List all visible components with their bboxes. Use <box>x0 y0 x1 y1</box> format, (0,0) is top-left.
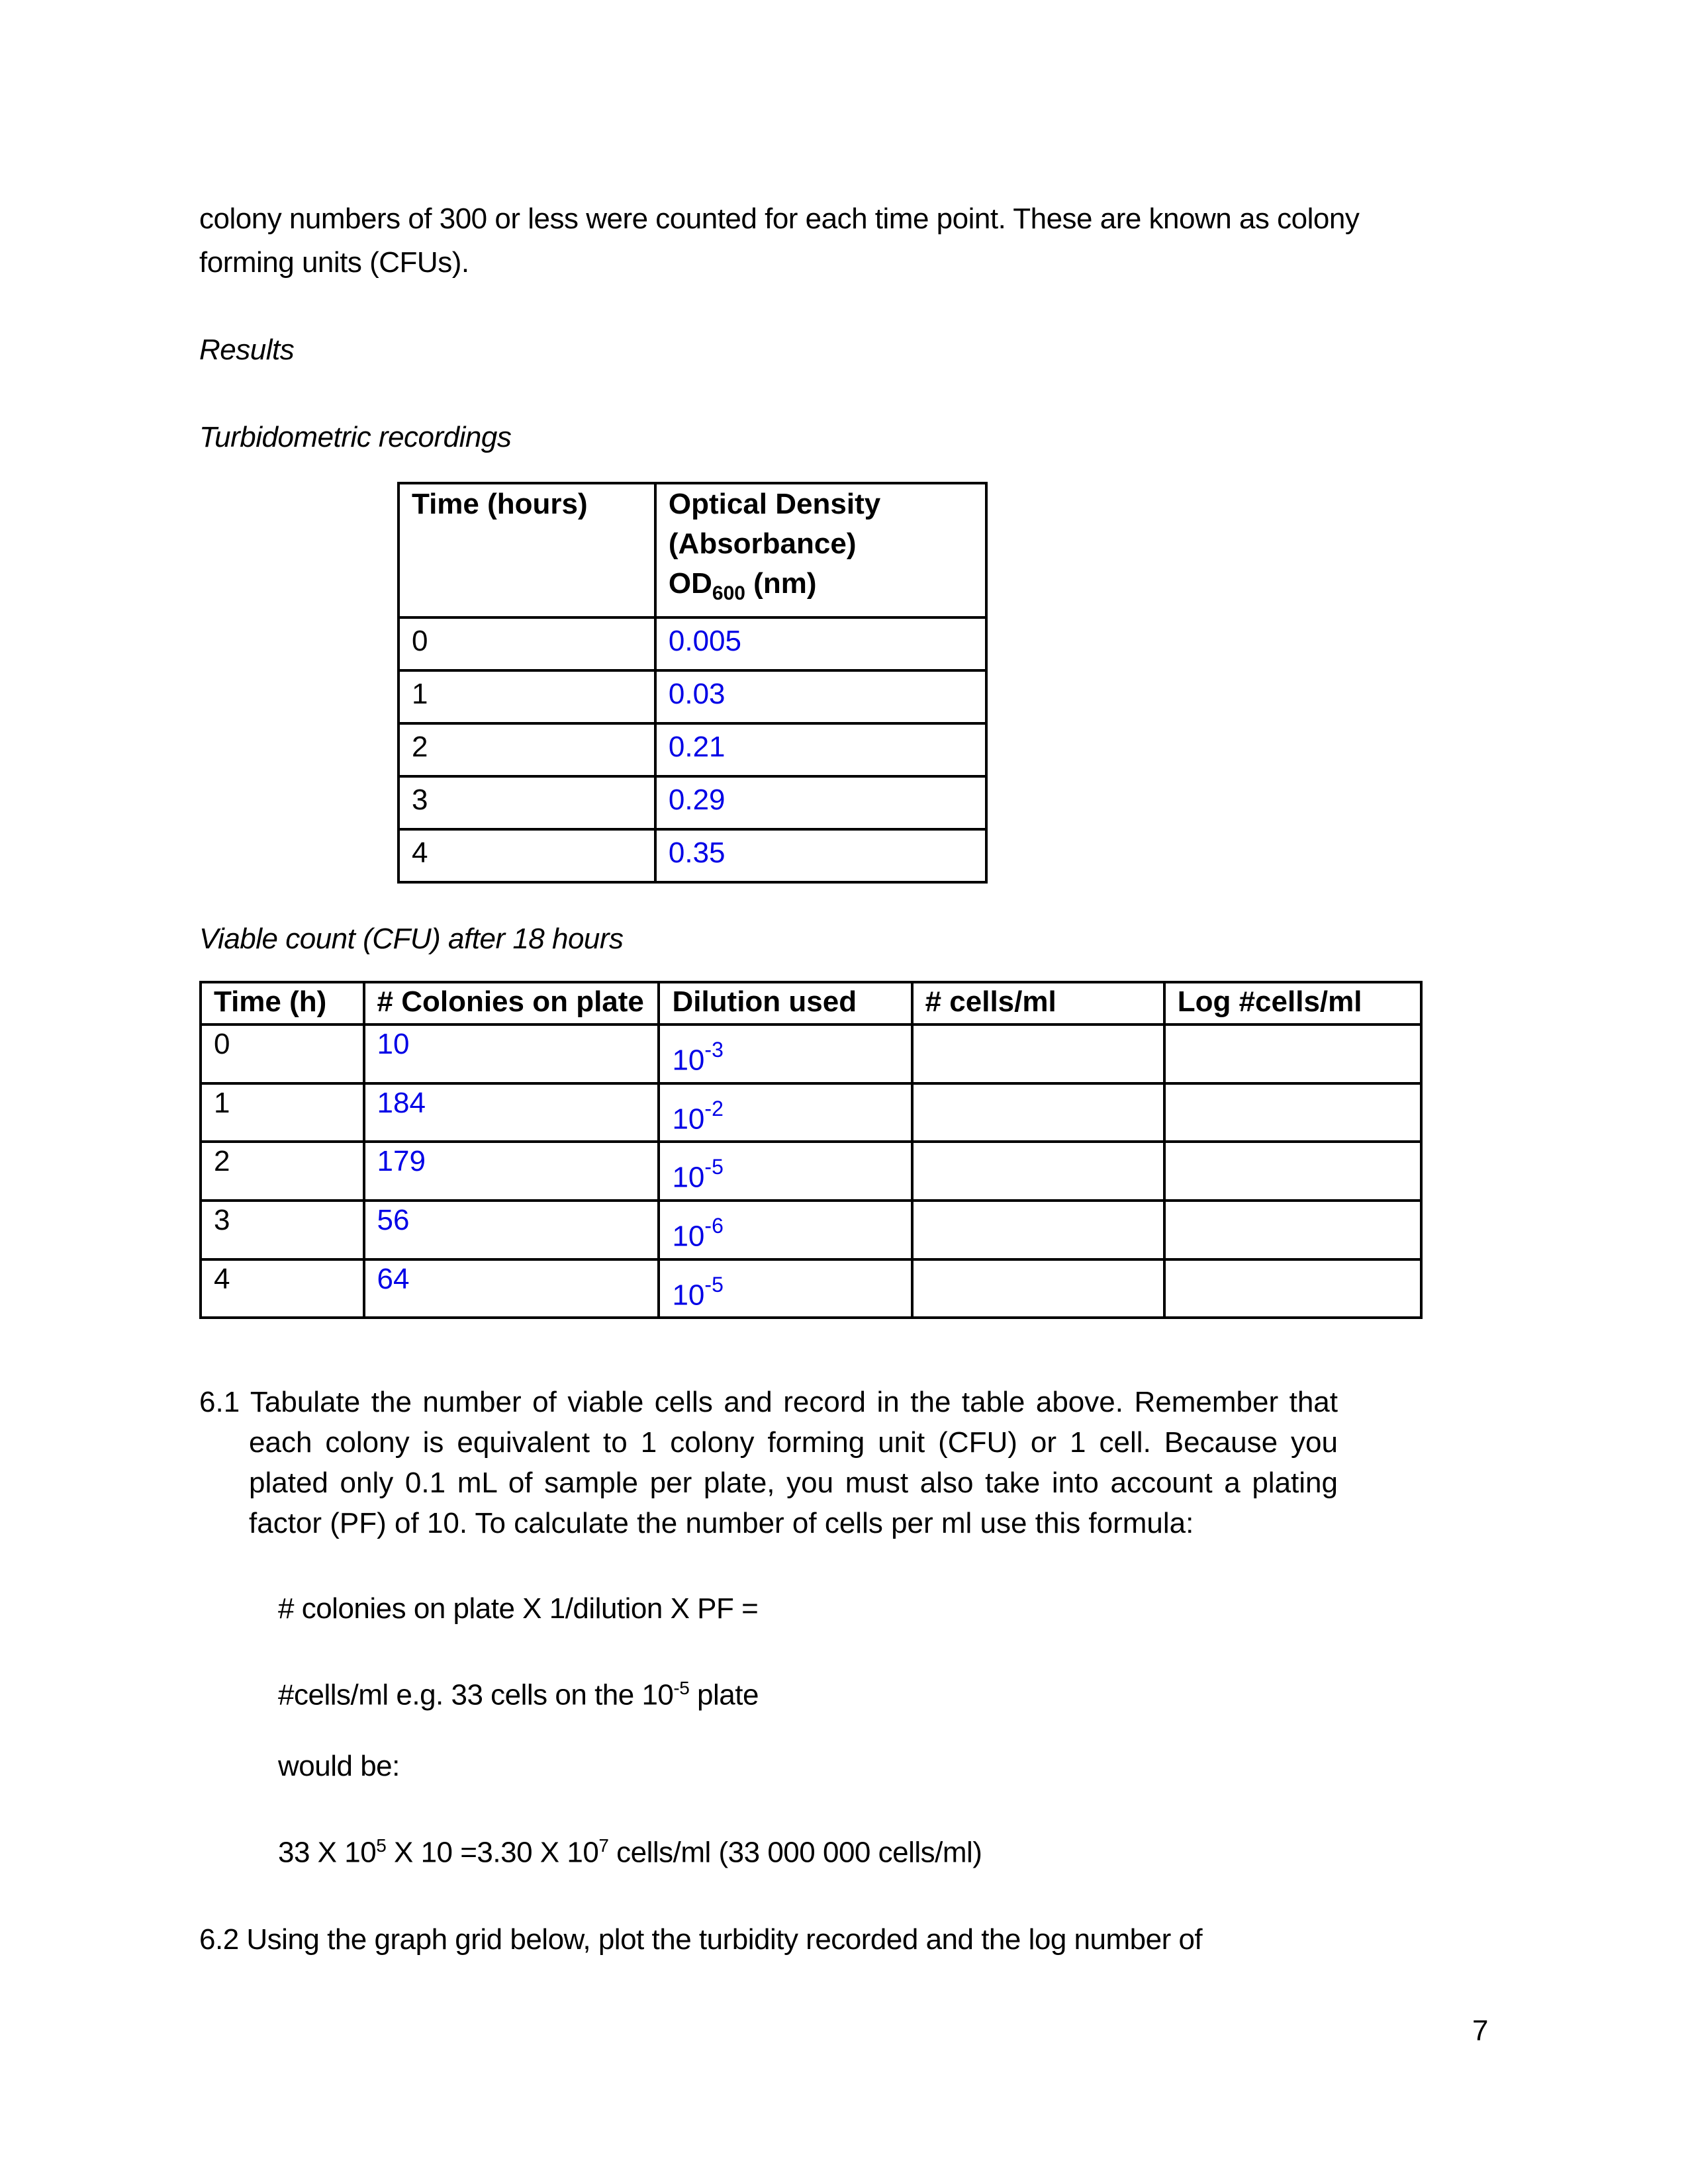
time-cell: 1 <box>399 670 655 723</box>
table-row <box>399 723 986 776</box>
header-log-cells-per-ml: Log #cells/ml <box>1164 982 1421 1024</box>
od-cell: 0.35 <box>655 829 986 882</box>
results-heading: Results <box>199 334 295 366</box>
example-exponent: -5 <box>673 1678 690 1698</box>
time-cell: 4 <box>399 829 655 882</box>
table-row <box>399 829 986 882</box>
calc-exponent-b: 7 <box>598 1835 609 1856</box>
table-row <box>201 1201 1421 1259</box>
cells-per-ml-input[interactable] <box>912 1201 1164 1259</box>
table-row <box>201 1083 1421 1142</box>
od-label: OD <box>668 567 712 600</box>
log-cells-per-ml-input[interactable] <box>1164 1083 1421 1142</box>
table-row <box>399 670 986 723</box>
example-pre: #cells/ml e.g. 33 cells on the 10 <box>278 1678 674 1711</box>
header-od-line-3 <box>669 564 973 614</box>
od-cell: 0.005 <box>655 617 986 670</box>
cells-per-ml-input[interactable] <box>912 1142 1164 1201</box>
header-colonies: # Colonies on plate <box>364 982 659 1024</box>
turbidometric-heading: Turbidometric recordings <box>199 421 512 453</box>
dilution-base: 10 <box>672 1044 705 1077</box>
intro-text-line-1: colony numbers of 300 or less were counted for each time point. These are known as colony <box>199 203 1360 235</box>
would-be-text: would be: <box>278 1750 400 1782</box>
log-cells-per-ml-input[interactable] <box>1164 1024 1421 1083</box>
dilution-cell <box>659 1083 912 1142</box>
header-time: Time (h) <box>201 982 364 1024</box>
header-optical-density <box>655 483 986 617</box>
calc-part-c: cells/ml (33 000 000 cells/ml) <box>608 1836 982 1869</box>
table-header-row <box>201 982 1421 1024</box>
time-cell: 1 <box>201 1083 364 1142</box>
colonies-cell: 184 <box>364 1083 659 1142</box>
formula-text: # colonies on plate X 1/dilution X PF = <box>278 1592 759 1625</box>
header-dilution: Dilution used <box>659 982 912 1024</box>
dilution-base: 10 <box>672 1220 705 1253</box>
dilution-exponent: -3 <box>704 1038 724 1062</box>
od-unit: (nm) <box>745 567 817 600</box>
calculation-example <box>278 1824 982 1875</box>
page-number: 7 <box>1472 2015 1488 2047</box>
question-6-1-text: 6.1 Tabulate the number of viable cells and record in the table above. Remember that each colony is equivalent to 1 colony forming unit (CFU) or 1 cell. Because you plated only 0.1 mL of sample per plate, you must also take into account a plating factor (PF) of 10. To calculate the number of cells per ml use this formula: <box>199 1386 1338 1539</box>
time-cell: 2 <box>201 1142 364 1201</box>
example-text <box>278 1666 759 1717</box>
cells-per-ml-input[interactable] <box>912 1259 1164 1318</box>
od-cell: 0.21 <box>655 723 986 776</box>
time-cell: 2 <box>399 723 655 776</box>
dilution-exponent: -2 <box>704 1096 724 1120</box>
dilution-cell <box>659 1142 912 1201</box>
header-cells-per-ml: # cells/ml <box>912 982 1164 1024</box>
dilution-cell <box>659 1024 912 1083</box>
cells-per-ml-input[interactable] <box>912 1024 1164 1083</box>
colonies-cell: 10 <box>364 1024 659 1083</box>
cells-per-ml-input[interactable] <box>912 1083 1164 1142</box>
table-row <box>201 1142 1421 1201</box>
time-cell: 3 <box>399 776 655 829</box>
table-row <box>399 776 986 829</box>
calc-part-b: X 10 =3.30 X 10 <box>386 1836 599 1869</box>
table-row <box>399 617 986 670</box>
time-cell: 4 <box>201 1259 364 1318</box>
dilution-exponent: -6 <box>704 1213 724 1238</box>
viable-count-table <box>199 981 1423 1319</box>
colonies-cell: 64 <box>364 1259 659 1318</box>
header-od-line-2: (Absorbance) <box>668 527 857 560</box>
question-6-2-text: 6.2 Using the graph grid below, plot the turbidity recorded and the log number of <box>199 1923 1203 1956</box>
time-cell: 0 <box>201 1024 364 1083</box>
header-od-line-1: Optical Density <box>668 488 881 520</box>
question-6-1 <box>199 1382 1338 1543</box>
time-cell: 3 <box>201 1201 364 1259</box>
table-row <box>201 1024 1421 1083</box>
table-row <box>201 1259 1421 1318</box>
dilution-base: 10 <box>672 1161 705 1194</box>
dilution-exponent: -5 <box>704 1155 724 1179</box>
table-header-row <box>399 483 986 617</box>
time-cell: 0 <box>399 617 655 670</box>
calc-part-a: 33 X 10 <box>278 1836 377 1869</box>
viable-count-heading: Viable count (CFU) after 18 hours <box>199 923 624 955</box>
turbidity-table <box>397 482 988 884</box>
od-cell: 0.03 <box>655 670 986 723</box>
log-cells-per-ml-input[interactable] <box>1164 1259 1421 1318</box>
calc-exponent-a: 5 <box>376 1835 387 1856</box>
log-cells-per-ml-input[interactable] <box>1164 1142 1421 1201</box>
dilution-base: 10 <box>672 1279 705 1312</box>
colonies-cell: 56 <box>364 1201 659 1259</box>
header-time: Time (hours) <box>399 483 655 617</box>
od-subscript: 600 <box>712 582 745 604</box>
od-cell: 0.29 <box>655 776 986 829</box>
dilution-cell <box>659 1259 912 1318</box>
example-post: plate <box>689 1678 759 1711</box>
dilution-cell <box>659 1201 912 1259</box>
intro-text-line-2: forming units (CFUs). <box>199 246 469 279</box>
colonies-cell: 179 <box>364 1142 659 1201</box>
dilution-base: 10 <box>672 1103 705 1136</box>
dilution-exponent: -5 <box>704 1272 724 1297</box>
log-cells-per-ml-input[interactable] <box>1164 1201 1421 1259</box>
